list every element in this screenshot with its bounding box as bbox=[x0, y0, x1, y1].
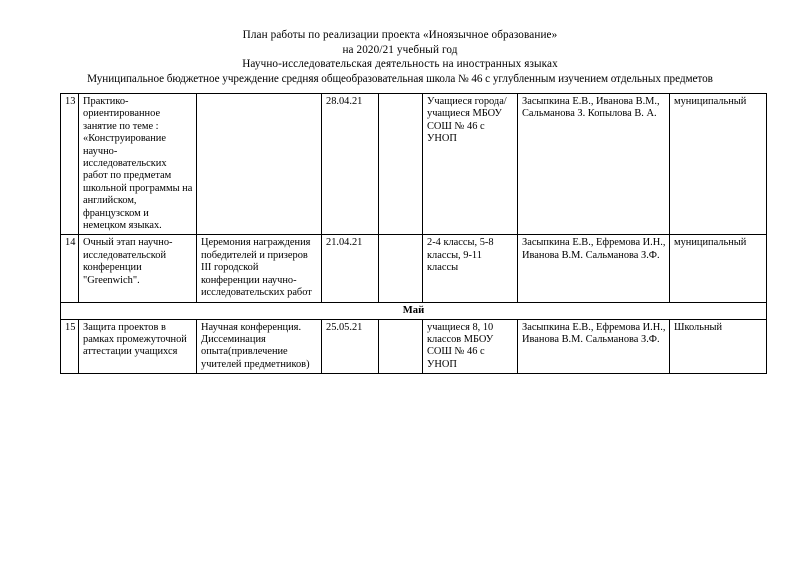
cell-audience: 2-4 классы, 5-8 классы, 9-11 классы bbox=[423, 235, 518, 302]
cell-responsible: Засыпкина Е.В., Ефремова И.Н., Иванова В.М. Сальманова З.Ф. bbox=[518, 319, 670, 374]
cell-number: 13 bbox=[61, 94, 79, 235]
cell-date: 21.04.21 bbox=[322, 235, 379, 302]
month-divider-row bbox=[61, 302, 767, 319]
heading-line-3: Научно-исследовательская деятельность на иностранных языках bbox=[242, 58, 558, 71]
cell-blank bbox=[379, 235, 423, 302]
cell-responsible: Засыпкина Е.В., Иванова В.М., Сальманова З. Копылова В. А. bbox=[518, 94, 670, 235]
cell-blank bbox=[379, 94, 423, 235]
cell-event: Практико-ориентированное занятие по теме : «Конструирование научно-исследовательских работ по предметам школьной программы на английском, французском и немецком языках. bbox=[79, 94, 197, 235]
plan-table bbox=[60, 93, 767, 374]
cell-audience: Учащиеся города/учащиеся МБОУ СОШ № 46 с УНОП bbox=[423, 94, 518, 235]
document-heading bbox=[0, 28, 800, 86]
table-row bbox=[61, 94, 767, 235]
heading-line-1: План работы по реализации проекта «Иноязычное образование» bbox=[242, 29, 558, 41]
cell-responsible: Засыпкина Е.В., Ефремова И.Н., Иванова В.М. Сальманова З.Ф. bbox=[518, 235, 670, 302]
cell-blank bbox=[379, 319, 423, 374]
cell-date: 28.04.21 bbox=[322, 94, 379, 235]
table-row bbox=[61, 319, 767, 374]
cell-level: муниципальный bbox=[670, 235, 767, 302]
cell-level: муниципальный bbox=[670, 94, 767, 235]
cell-description: Научная конференция. Диссеминация опыта(привлечение учителей предметников) bbox=[197, 319, 322, 374]
cell-audience: учащиеся 8, 10 классов МБОУ СОШ № 46 с УНОП bbox=[423, 319, 518, 374]
cell-event: Защита проектов в рамках промежуточной аттестации учащихся bbox=[79, 319, 197, 374]
heading-line-4: Муниципальное бюджетное учреждение средняя общеобразовательная школа № 46 с углубленным изучением отдельных предметов bbox=[87, 72, 713, 85]
cell-level: Школьный bbox=[670, 319, 767, 374]
cell-event: Очный этап научно-исследовательской конференции "Greenwich". bbox=[79, 235, 197, 302]
month-label: Май bbox=[61, 302, 767, 319]
cell-description bbox=[197, 94, 322, 235]
table-row bbox=[61, 235, 767, 302]
cell-date: 25.05.21 bbox=[322, 319, 379, 374]
cell-number: 14 bbox=[61, 235, 79, 302]
heading-line-2: на 2020/21 учебный год bbox=[342, 43, 458, 56]
cell-number: 15 bbox=[61, 319, 79, 374]
cell-description: Церемония награждения победителей и призеров III городской конференции научно-исследовательских работ bbox=[197, 235, 322, 302]
plan-table-body bbox=[61, 94, 767, 374]
